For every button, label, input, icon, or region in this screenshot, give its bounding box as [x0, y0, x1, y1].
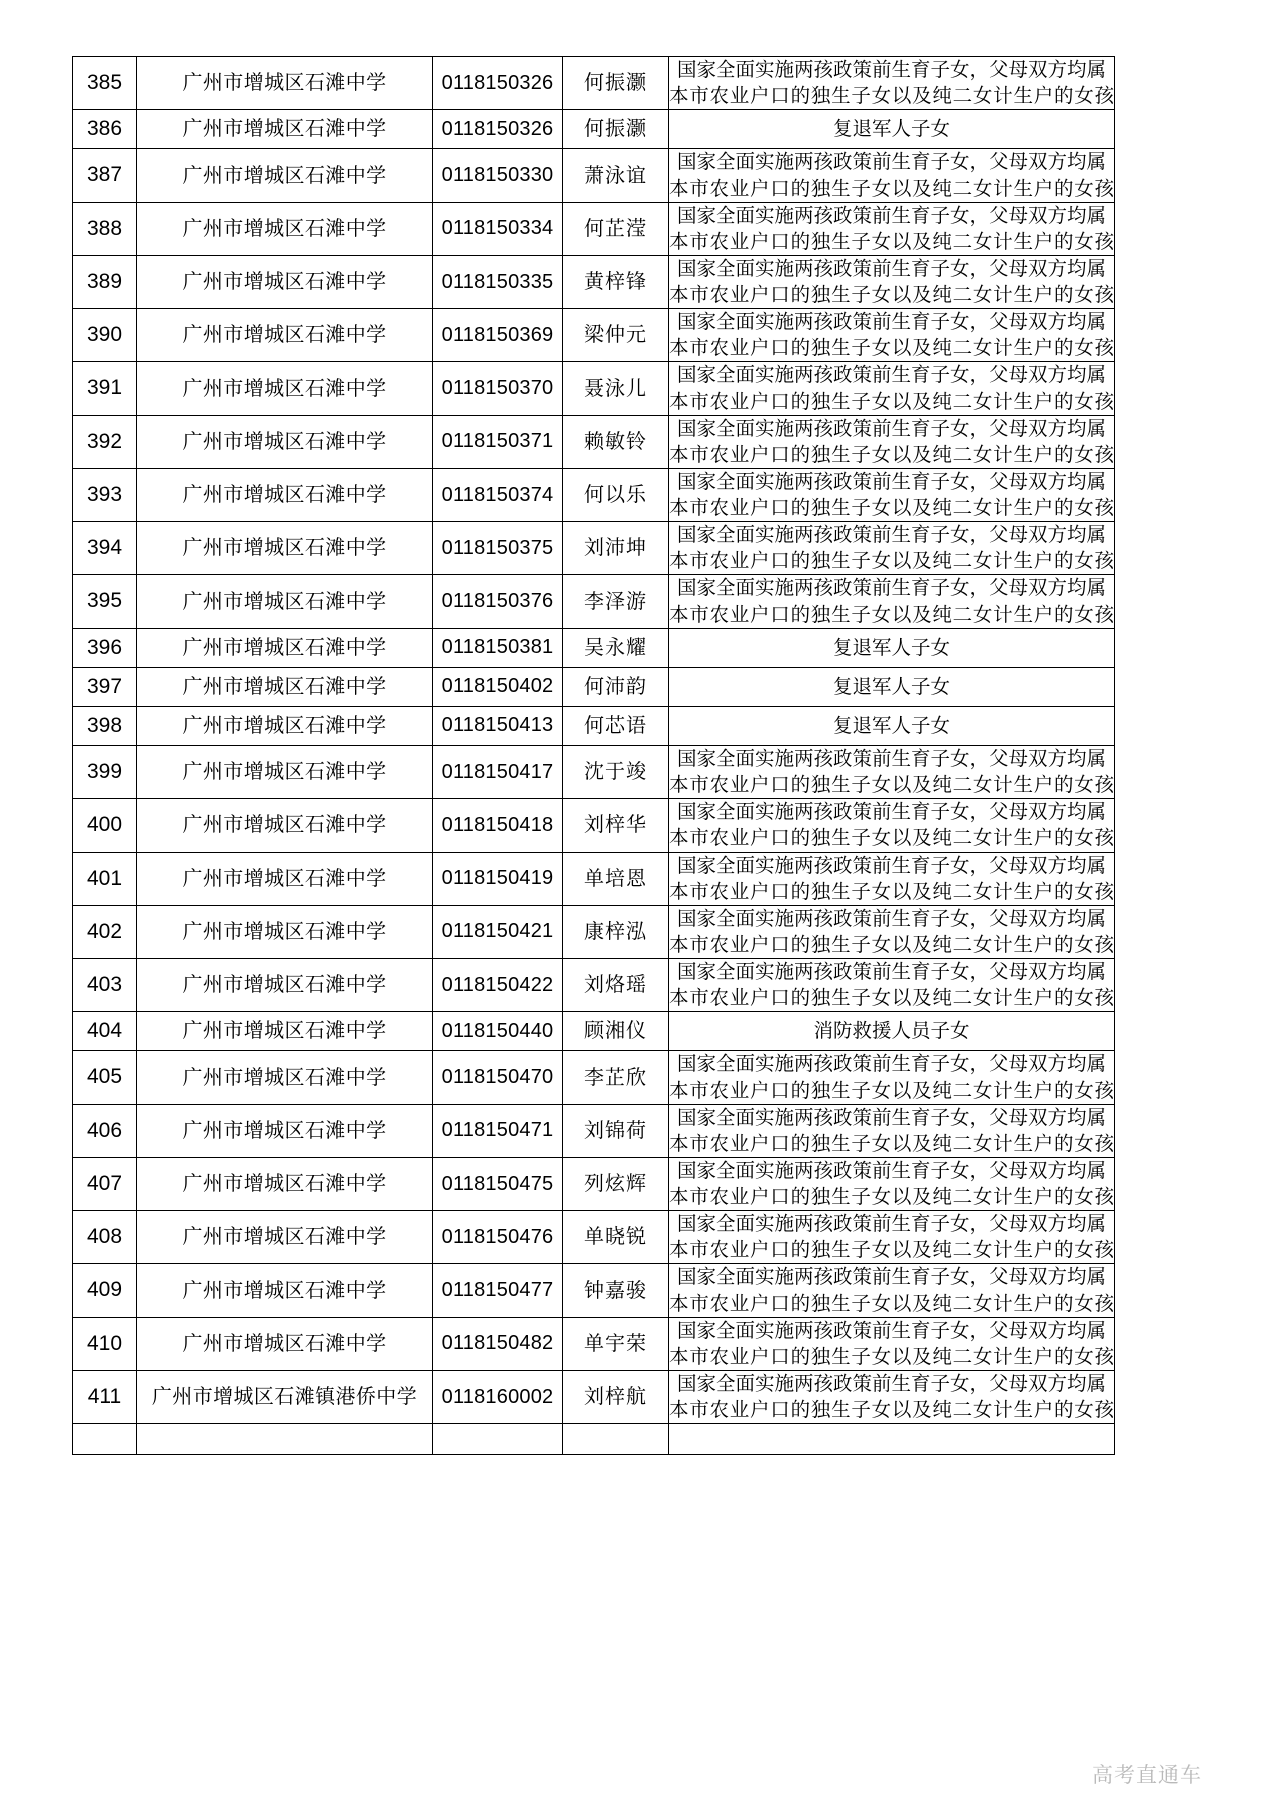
row-index-cell: 394 — [73, 522, 137, 575]
policy-category-cell: 国家全面实施两孩政策前生育子女，父母双方均属本市农业户口的独生子女以及纯二女计生户的女孩 — [669, 57, 1115, 110]
school-name-cell: 广州市增城区石滩中学 — [137, 1051, 433, 1104]
candidate-code-cell: 0118150330 — [433, 149, 563, 202]
row-index-cell: 395 — [73, 575, 137, 628]
policy-category-cell — [669, 1424, 1115, 1455]
row-index-cell: 397 — [73, 667, 137, 706]
row-index-cell: 401 — [73, 852, 137, 905]
row-index-cell: 388 — [73, 202, 137, 255]
policy-category-cell: 国家全面实施两孩政策前生育子女，父母双方均属本市农业户口的独生子女以及纯二女计生户的女孩 — [669, 799, 1115, 852]
school-name-cell: 广州市增城区石滩中学 — [137, 255, 433, 308]
policy-category-cell: 国家全面实施两孩政策前生育子女，父母双方均属本市农业户口的独生子女以及纯二女计生户的女孩 — [669, 959, 1115, 1012]
student-name-cell: 萧泳谊 — [563, 149, 669, 202]
student-name-cell: 列炫辉 — [563, 1157, 669, 1210]
school-name-cell: 广州市增城区石滩中学 — [137, 202, 433, 255]
student-name-cell: 何沛韵 — [563, 667, 669, 706]
policy-category-cell: 国家全面实施两孩政策前生育子女，父母双方均属本市农业户口的独生子女以及纯二女计生户的女孩 — [669, 852, 1115, 905]
row-index-cell: 406 — [73, 1104, 137, 1157]
policy-category-cell: 国家全面实施两孩政策前生育子女，父母双方均属本市农业户口的独生子女以及纯二女计生户的女孩 — [669, 1104, 1115, 1157]
row-index-cell: 387 — [73, 149, 137, 202]
table-row — [73, 468, 1115, 521]
row-index-cell: 393 — [73, 468, 137, 521]
student-name-cell: 吴永耀 — [563, 628, 669, 667]
school-name-cell: 广州市增城区石滩中学 — [137, 667, 433, 706]
policy-category-cell: 复退军人子女 — [669, 628, 1115, 667]
row-index-cell: 409 — [73, 1264, 137, 1317]
policy-category-cell: 国家全面实施两孩政策前生育子女，父母双方均属本市农业户口的独生子女以及纯二女计生户的女孩 — [669, 1211, 1115, 1264]
student-name-cell: 何芯语 — [563, 706, 669, 745]
policy-category-cell: 国家全面实施两孩政策前生育子女，父母双方均属本市农业户口的独生子女以及纯二女计生户的女孩 — [669, 746, 1115, 799]
candidate-roster-table — [72, 56, 1115, 1455]
school-name-cell: 广州市增城区石滩中学 — [137, 1317, 433, 1370]
table-row — [73, 628, 1115, 667]
table-row — [73, 1424, 1115, 1455]
policy-category-cell: 消防救援人员子女 — [669, 1012, 1115, 1051]
policy-category-cell: 国家全面实施两孩政策前生育子女，父母双方均属本市农业户口的独生子女以及纯二女计生户的女孩 — [669, 1264, 1115, 1317]
policy-category-cell: 国家全面实施两孩政策前生育子女，父母双方均属本市农业户口的独生子女以及纯二女计生户的女孩 — [669, 468, 1115, 521]
school-name-cell: 广州市增城区石滩中学 — [137, 309, 433, 362]
student-name-cell: 李芷欣 — [563, 1051, 669, 1104]
row-index-cell: 405 — [73, 1051, 137, 1104]
row-index-cell: 403 — [73, 959, 137, 1012]
table-row — [73, 57, 1115, 110]
school-name-cell: 广州市增城区石滩中学 — [137, 852, 433, 905]
candidate-code-cell: 0118150475 — [433, 1157, 563, 1210]
candidate-code-cell: 0118160002 — [433, 1370, 563, 1423]
school-name-cell: 广州市增城区石滩中学 — [137, 468, 433, 521]
policy-category-cell: 国家全面实施两孩政策前生育子女，父母双方均属本市农业户口的独生子女以及纯二女计生户的女孩 — [669, 522, 1115, 575]
candidate-code-cell: 0118150418 — [433, 799, 563, 852]
row-index-cell: 400 — [73, 799, 137, 852]
table-row — [73, 255, 1115, 308]
table-row — [73, 746, 1115, 799]
row-index-cell: 391 — [73, 362, 137, 415]
candidate-code-cell: 0118150471 — [433, 1104, 563, 1157]
watermark-label: 高考直通车 — [1092, 1764, 1202, 1787]
row-index-cell: 402 — [73, 905, 137, 958]
student-name-cell: 刘烙瑶 — [563, 959, 669, 1012]
school-name-cell: 广州市增城区石滩中学 — [137, 522, 433, 575]
school-name-cell: 广州市增城区石滩中学 — [137, 149, 433, 202]
policy-category-cell: 国家全面实施两孩政策前生育子女，父母双方均属本市农业户口的独生子女以及纯二女计生户的女孩 — [669, 149, 1115, 202]
table-row — [73, 959, 1115, 1012]
candidate-code-cell: 0118150470 — [433, 1051, 563, 1104]
candidate-code-cell: 0118150413 — [433, 706, 563, 745]
student-name-cell: 何振灏 — [563, 57, 669, 110]
table-row — [73, 799, 1115, 852]
table-row — [73, 1370, 1115, 1423]
policy-category-cell: 国家全面实施两孩政策前生育子女，父母双方均属本市农业户口的独生子女以及纯二女计生户的女孩 — [669, 1317, 1115, 1370]
policy-category-cell: 国家全面实施两孩政策前生育子女，父母双方均属本市农业户口的独生子女以及纯二女计生户的女孩 — [669, 255, 1115, 308]
school-name-cell: 广州市增城区石滩中学 — [137, 959, 433, 1012]
policy-category-cell: 复退军人子女 — [669, 110, 1115, 149]
candidate-code-cell: 0118150370 — [433, 362, 563, 415]
candidate-code-cell: 0118150374 — [433, 468, 563, 521]
candidate-code-cell: 0118150381 — [433, 628, 563, 667]
row-index-cell: 411 — [73, 1370, 137, 1423]
policy-category-cell: 国家全面实施两孩政策前生育子女，父母双方均属本市农业户口的独生子女以及纯二女计生户的女孩 — [669, 362, 1115, 415]
school-name-cell: 广州市增城区石滩中学 — [137, 706, 433, 745]
school-name-cell: 广州市增城区石滩中学 — [137, 746, 433, 799]
table-row — [73, 1051, 1115, 1104]
row-index-cell: 396 — [73, 628, 137, 667]
candidate-code-cell: 0118150476 — [433, 1211, 563, 1264]
candidate-code-cell: 0118150482 — [433, 1317, 563, 1370]
policy-category-cell: 国家全面实施两孩政策前生育子女，父母双方均属本市农业户口的独生子女以及纯二女计生户的女孩 — [669, 1051, 1115, 1104]
candidate-code-cell: 0118150334 — [433, 202, 563, 255]
row-index-cell: 408 — [73, 1211, 137, 1264]
table-row — [73, 362, 1115, 415]
school-name-cell — [137, 1424, 433, 1455]
table-row — [73, 1157, 1115, 1210]
student-name-cell: 何振灏 — [563, 110, 669, 149]
student-name-cell: 刘梓华 — [563, 799, 669, 852]
school-name-cell: 广州市增城区石滩中学 — [137, 415, 433, 468]
candidate-code-cell: 0118150375 — [433, 522, 563, 575]
row-index-cell: 404 — [73, 1012, 137, 1051]
candidate-code-cell: 0118150369 — [433, 309, 563, 362]
table-row — [73, 1211, 1115, 1264]
policy-category-cell: 国家全面实施两孩政策前生育子女，父母双方均属本市农业户口的独生子女以及纯二女计生户的女孩 — [669, 1370, 1115, 1423]
table-row — [73, 522, 1115, 575]
candidate-code-cell — [433, 1424, 563, 1455]
school-name-cell: 广州市增城区石滩中学 — [137, 1264, 433, 1317]
table-row — [73, 110, 1115, 149]
table-row — [73, 1264, 1115, 1317]
student-name-cell: 刘锦荷 — [563, 1104, 669, 1157]
row-index-cell: 386 — [73, 110, 137, 149]
candidate-code-cell: 0118150422 — [433, 959, 563, 1012]
student-name-cell: 赖敏铃 — [563, 415, 669, 468]
student-name-cell: 何以乐 — [563, 468, 669, 521]
school-name-cell: 广州市增城区石滩中学 — [137, 1157, 433, 1210]
student-name-cell: 钟嘉骏 — [563, 1264, 669, 1317]
student-name-cell: 沈于竣 — [563, 746, 669, 799]
school-name-cell: 广州市增城区石滩镇港侨中学 — [137, 1370, 433, 1423]
policy-category-cell: 国家全面实施两孩政策前生育子女，父母双方均属本市农业户口的独生子女以及纯二女计生户的女孩 — [669, 905, 1115, 958]
school-name-cell: 广州市增城区石滩中学 — [137, 362, 433, 415]
row-index-cell: 399 — [73, 746, 137, 799]
policy-category-cell: 国家全面实施两孩政策前生育子女，父母双方均属本市农业户口的独生子女以及纯二女计生户的女孩 — [669, 309, 1115, 362]
table-row — [73, 1012, 1115, 1051]
policy-category-cell: 复退军人子女 — [669, 667, 1115, 706]
candidate-code-cell: 0118150477 — [433, 1264, 563, 1317]
candidate-code-cell: 0118150376 — [433, 575, 563, 628]
table-row — [73, 706, 1115, 745]
table-row — [73, 1104, 1115, 1157]
student-name-cell — [563, 1424, 669, 1455]
row-index-cell: 390 — [73, 309, 137, 362]
student-name-cell: 刘沛坤 — [563, 522, 669, 575]
candidate-code-cell: 0118150421 — [433, 905, 563, 958]
candidate-code-cell: 0118150419 — [433, 852, 563, 905]
policy-category-cell: 国家全面实施两孩政策前生育子女，父母双方均属本市农业户口的独生子女以及纯二女计生户的女孩 — [669, 415, 1115, 468]
school-name-cell: 广州市增城区石滩中学 — [137, 57, 433, 110]
student-name-cell: 黄梓锋 — [563, 255, 669, 308]
roster-table-body — [73, 57, 1115, 1455]
school-name-cell: 广州市增城区石滩中学 — [137, 905, 433, 958]
table-row — [73, 667, 1115, 706]
school-name-cell: 广州市增城区石滩中学 — [137, 1104, 433, 1157]
candidate-code-cell: 0118150335 — [433, 255, 563, 308]
student-name-cell: 单宇荣 — [563, 1317, 669, 1370]
row-index-cell: 398 — [73, 706, 137, 745]
table-row — [73, 852, 1115, 905]
school-name-cell: 广州市增城区石滩中学 — [137, 575, 433, 628]
table-row — [73, 202, 1115, 255]
table-row — [73, 1317, 1115, 1370]
policy-category-cell: 国家全面实施两孩政策前生育子女，父母双方均属本市农业户口的独生子女以及纯二女计生户的女孩 — [669, 202, 1115, 255]
table-row — [73, 415, 1115, 468]
student-name-cell: 顾湘仪 — [563, 1012, 669, 1051]
row-index-cell: 410 — [73, 1317, 137, 1370]
row-index-cell: 407 — [73, 1157, 137, 1210]
policy-category-cell: 国家全面实施两孩政策前生育子女，父母双方均属本市农业户口的独生子女以及纯二女计生户的女孩 — [669, 575, 1115, 628]
candidate-code-cell: 0118150326 — [433, 110, 563, 149]
row-index-cell: 385 — [73, 57, 137, 110]
table-row — [73, 905, 1115, 958]
table-row — [73, 309, 1115, 362]
student-name-cell: 李泽游 — [563, 575, 669, 628]
candidate-code-cell: 0118150440 — [433, 1012, 563, 1051]
student-name-cell: 聂泳儿 — [563, 362, 669, 415]
candidate-code-cell: 0118150326 — [433, 57, 563, 110]
table-row — [73, 149, 1115, 202]
row-index-cell: 392 — [73, 415, 137, 468]
school-name-cell: 广州市增城区石滩中学 — [137, 1012, 433, 1051]
school-name-cell: 广州市增城区石滩中学 — [137, 628, 433, 667]
candidate-code-cell: 0118150371 — [433, 415, 563, 468]
student-name-cell: 单培恩 — [563, 852, 669, 905]
candidate-code-cell: 0118150417 — [433, 746, 563, 799]
table-row — [73, 575, 1115, 628]
school-name-cell: 广州市增城区石滩中学 — [137, 110, 433, 149]
school-name-cell: 广州市增城区石滩中学 — [137, 799, 433, 852]
student-name-cell: 单晓锐 — [563, 1211, 669, 1264]
policy-category-cell: 国家全面实施两孩政策前生育子女，父母双方均属本市农业户口的独生子女以及纯二女计生户的女孩 — [669, 1157, 1115, 1210]
student-name-cell: 康梓泓 — [563, 905, 669, 958]
row-index-cell: 389 — [73, 255, 137, 308]
policy-category-cell: 复退军人子女 — [669, 706, 1115, 745]
school-name-cell: 广州市增城区石滩中学 — [137, 1211, 433, 1264]
student-name-cell: 何芷滢 — [563, 202, 669, 255]
row-index-cell — [73, 1424, 137, 1455]
student-name-cell: 刘梓航 — [563, 1370, 669, 1423]
candidate-code-cell: 0118150402 — [433, 667, 563, 706]
student-name-cell: 梁仲元 — [563, 309, 669, 362]
